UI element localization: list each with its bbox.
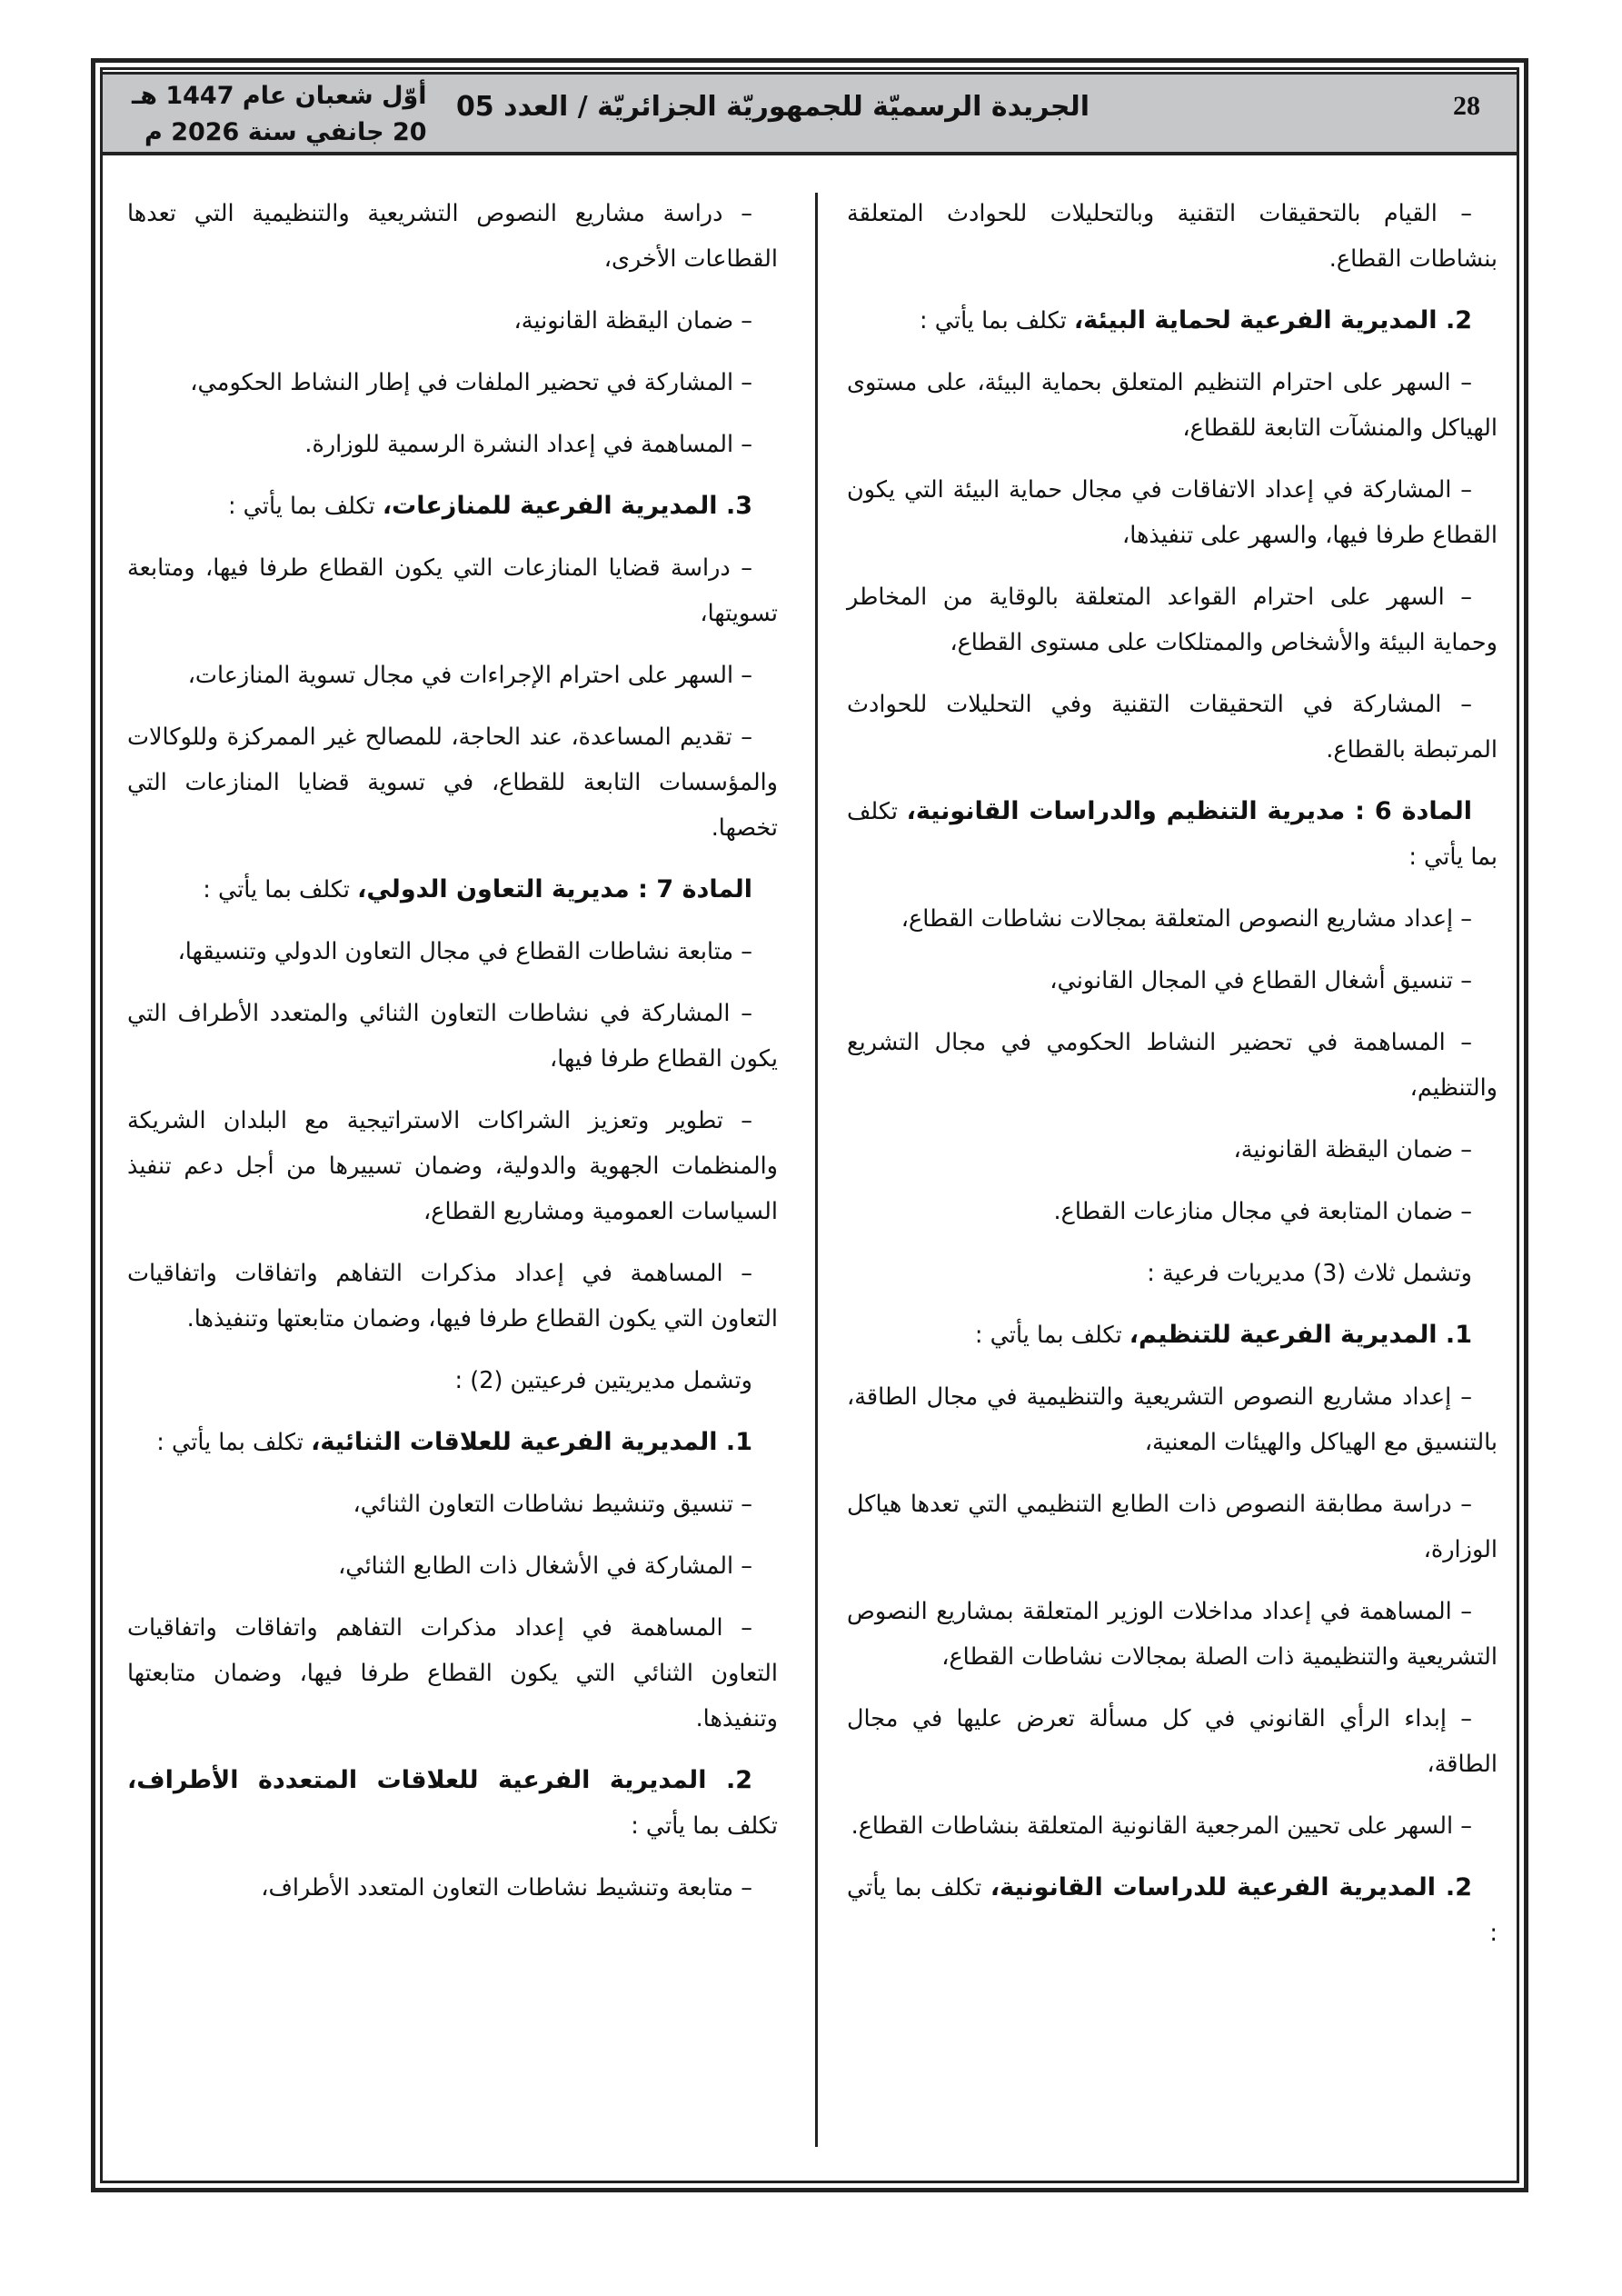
paragraph-text: وتشمل مديريتين فرعيتين (2) : xyxy=(454,1367,752,1394)
paragraph-text: – المشاركة في نشاطات التعاون الثنائي والمتعدد الأطراف التي يكون القطاع طرفا فيها، xyxy=(127,1000,778,1073)
heading-title: 2. المديرية الفرعية للعلاقات المتعددة الأطراف، xyxy=(127,1766,752,1794)
paragraph-text: – المساهمة في إعداد مذكرات التفاهم واتفاقات واتفاقيات التعاون الثنائي التي يكون القطاع طرفا فيها، وضمان متابعتها وتنفيذها. xyxy=(127,1614,778,1732)
section-heading xyxy=(847,789,1498,880)
heading-title: 1. المديرية الفرعية للعلاقات الثنائية، xyxy=(311,1428,752,1456)
paragraph-text: – إبداء الرأي القانوني في كل مسألة تعرض عليها في مجال الطاقة، xyxy=(847,1705,1498,1778)
list-item xyxy=(847,1189,1498,1234)
paragraph-text: – إعداد مشاريع النصوص التشريعية والتنظيمية في مجال الطاقة، بالتنسيق مع الهياكل والهيئات المعنية، xyxy=(847,1383,1498,1456)
list-item xyxy=(127,991,778,1082)
list-item xyxy=(127,545,778,636)
list-item xyxy=(847,896,1498,942)
issue-date xyxy=(132,78,427,151)
paragraph-text: تكلف بما يأتي : xyxy=(156,1429,312,1456)
section-heading xyxy=(847,1313,1498,1358)
section-heading xyxy=(127,1758,778,1849)
heading-title: 2. المديرية الفرعية للدراسات القانونية، xyxy=(990,1873,1472,1902)
section-heading xyxy=(127,1420,778,1465)
paragraph-text: تكلف بما يأتي : xyxy=(631,1812,778,1840)
list-item xyxy=(847,360,1498,451)
column-divider xyxy=(815,193,818,2147)
list-item xyxy=(847,1803,1498,1849)
section-heading xyxy=(127,867,778,913)
paragraph-text: – متابعة وتنشيط نشاطات التعاون المتعدد الأطراف، xyxy=(261,1874,752,1902)
section-heading xyxy=(847,298,1498,344)
list-item xyxy=(127,1482,778,1527)
paragraph-text: – المساهمة في إعداد مذكرات التفاهم واتفاقات واتفاقيات التعاون التي يكون القطاع طرفا فيها، وضمان متابعتها وتنفيذها. xyxy=(127,1260,778,1333)
paragraph-text: – المشاركة في إعداد الاتفاقات في مجال حماية البيئة التي يكون القطاع طرفا فيها، والسهر على تنفيذها، xyxy=(847,476,1498,549)
section-heading xyxy=(847,1865,1498,1956)
list-item xyxy=(847,191,1498,282)
heading-title: 1. المديرية الفرعية للتنظيم، xyxy=(1129,1321,1472,1349)
list-item xyxy=(127,1605,778,1742)
list-item xyxy=(847,1127,1498,1173)
paragraph-text: – تنسيق أشغال القطاع في المجال القانوني، xyxy=(1050,967,1472,994)
list-item xyxy=(127,1543,778,1589)
paragraph-text: – ضمان اليقظة القانونية، xyxy=(513,307,752,334)
paragraph-text: – القيام بالتحقيقات التقنية وبالتحليلات للحوادث المتعلقة بنشاطات القطاع. xyxy=(847,200,1498,273)
paragraph-text: – ضمان المتابعة في مجال منازعات القطاع. xyxy=(1053,1198,1472,1225)
paragraph-text: – دراسة مطابقة النصوص ذات الطابع التنظيمي التي تعدها هياكل الوزارة، xyxy=(847,1491,1498,1563)
paragraph-text: تكلف بما يأتي : xyxy=(227,493,383,520)
paragraph-text: – المساهمة في إعداد النشرة الرسمية للوزارة. xyxy=(304,431,752,458)
paragraph xyxy=(847,1251,1498,1296)
heading-title: 3. المديرية الفرعية للمنازعات، xyxy=(382,492,752,520)
list-item xyxy=(127,714,778,851)
list-item xyxy=(127,1251,778,1342)
date-hijri: أوّل شعبان عام 1447 هـ xyxy=(132,82,427,110)
list-item xyxy=(847,1020,1498,1111)
date-gregorian: 20 جانفي سنة 2026 م xyxy=(144,118,427,146)
paragraph-text: – تطوير وتعزيز الشراكات الاستراتيجية مع البلدان الشريكة والمنظمات الجهوية والدولية، وضمان تسييرها من أجل دعم تنفيذ السياسات العمومية ومشاريع القطاع، xyxy=(127,1107,778,1225)
list-item xyxy=(847,958,1498,1003)
list-item xyxy=(847,1696,1498,1787)
list-item xyxy=(127,653,778,698)
paragraph-text: تكلف بما يأتي : xyxy=(920,307,1074,334)
list-item xyxy=(847,1482,1498,1572)
list-item xyxy=(847,574,1498,665)
page-header xyxy=(103,72,1517,155)
page-number: 28 xyxy=(1453,91,1480,121)
paragraph-text: – إعداد مشاريع النصوص المتعلقة بمجالات نشاطات القطاع، xyxy=(901,905,1472,933)
paragraph-text: – المساهمة في تحضير النشاط الحكومي في مجال التشريع والتنظيم، xyxy=(847,1029,1498,1102)
paragraph-text: – ضمان اليقظة القانونية، xyxy=(1233,1136,1472,1163)
list-item xyxy=(127,929,778,974)
list-item xyxy=(127,422,778,467)
paragraph-text: – تنسيق وتنشيط نشاطات التعاون الثنائي، xyxy=(353,1491,752,1518)
column-left xyxy=(127,191,778,1927)
list-item xyxy=(847,1374,1498,1465)
list-item xyxy=(127,298,778,344)
heading-title: المادة 6 : مديرية التنظيم والدراسات القانونية، xyxy=(906,797,1473,825)
paragraph-text: – السهر على احترام التنظيم المتعلق بحماية البيئة، على مستوى الهياكل والمنشآت التابعة للقطاع، xyxy=(847,369,1498,442)
list-item xyxy=(127,360,778,405)
paragraph-text: – المساهمة في إعداد مداخلات الوزير المتعلقة بمشاريع النصوص التشريعية والتنظيمية ذات الصلة بمجالات نشاطات القطاع، xyxy=(847,1598,1498,1671)
list-item xyxy=(127,191,778,282)
paragraph-text: تكلف بما يأتي : xyxy=(847,798,1498,871)
paragraph-text: – السهر على تحيين المرجعية القانونية المتعلقة بنشاطات القطاع. xyxy=(851,1812,1472,1840)
paragraph-text: وتشمل ثلاث (3) مديريات فرعية : xyxy=(1147,1260,1472,1287)
list-item xyxy=(127,1865,778,1911)
paragraph-text: – دراسة قضايا المنازعات التي يكون القطاع طرفا فيها، ومتابعة تسويتها، xyxy=(127,554,778,627)
paragraph-text: – المشاركة في تحضير الملفات في إطار النشاط الحكومي، xyxy=(190,369,752,396)
list-item xyxy=(847,467,1498,558)
list-item xyxy=(847,1589,1498,1680)
paragraph-text: تكلف بما يأتي : xyxy=(203,876,358,903)
section-heading xyxy=(127,484,778,529)
paragraph-text: – متابعة نشاطات القطاع في مجال التعاون الدولي وتنسيقها، xyxy=(177,938,752,965)
paragraph-text: – دراسة مشاريع النصوص التشريعية والتنظيمية التي تعدها القطاعات الأخرى، xyxy=(127,200,778,273)
list-item xyxy=(127,1098,778,1234)
paragraph xyxy=(127,1358,778,1403)
paragraph-text: – السهر على احترام القواعد المتعلقة بالوقاية من المخاطر وحماية البيئة والأشخاص والممتلكات على مستوى القطاع، xyxy=(847,584,1498,656)
heading-title: 2. المديرية الفرعية لحماية البيئة، xyxy=(1073,306,1472,334)
heading-title: المادة 7 : مديرية التعاون الدولي، xyxy=(357,875,752,903)
journal-title: الجريدة الرسميّة للجمهوريّة الجزائريّة / العدد 05 xyxy=(455,91,1090,123)
list-item xyxy=(847,682,1498,773)
paragraph-text: – تقديم المساعدة، عند الحاجة، للمصالح غير الممركزة وللوكالات والمؤسسات التابعة للقطاع، في تسوية قضايا المنازعات التي تخصها. xyxy=(127,724,778,842)
paragraph-text: – المشاركة في الأشغال ذات الطابع الثنائي، xyxy=(338,1552,752,1580)
paragraph-text: تكلف بما يأتي : xyxy=(847,1874,1498,1947)
paragraph-text: – المشاركة في التحقيقات التقنية وفي التحليلات للحوادث المرتبطة بالقطاع. xyxy=(847,691,1498,764)
column-right xyxy=(847,191,1498,1972)
paragraph-text: تكلف بما يأتي : xyxy=(974,1322,1129,1349)
paragraph-text: – السهر على احترام الإجراءات في مجال تسوية المنازعات، xyxy=(187,662,752,689)
